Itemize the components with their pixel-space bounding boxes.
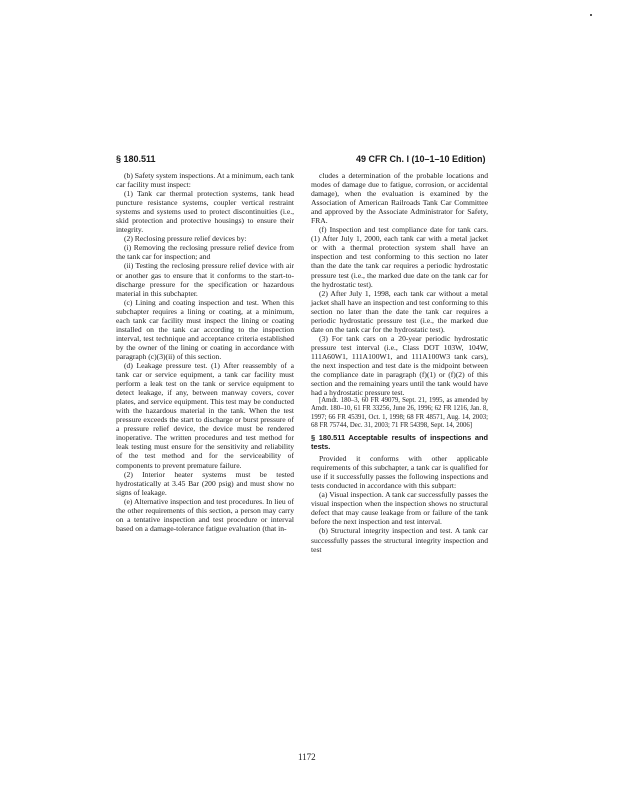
paragraph: (2) Interior heater systems must be tested hydrostatically at 3.45 Bar (200 psig) and must show no signs of leakage. — [116, 469, 294, 497]
page-number: 1172 — [298, 752, 316, 762]
paragraph: (a) Visual inspection. A tank car successfully passes the visual inspection when the inspection shows no structural defect that may cause leakage from or failure of the tank before the next inspection and test interval. — [311, 490, 488, 527]
running-head-part: 49 CFR Ch. I (10–1–10 Edition) — [356, 154, 486, 164]
paragraph: cludes a determination of the probable locations and modes of damage due to fatigue, corrosion, or accidental damage), when the evaluation is examined by the Association of American Railroads Tank Car Committee and approved by the Associate Administrator for Safety, FRA. — [311, 171, 488, 226]
paragraph: (i) Removing the reclosing pressure relief device from the tank car for inspection; and — [116, 243, 294, 262]
paragraph: Provided it conforms with other applicable requirements of this subchapter, a tank car is qualified for use if it successfully passes the following inspections and tests conducted in accordance with this subpart: — [311, 454, 488, 491]
left-column — [116, 171, 294, 533]
paragraph: (2) After July 1, 1998, each tank car without a metal jacket shall have an inspection and test conforming to this section no later than the date the tank car requires a periodic hydrostatic pressure test (i.e., the marked due date on the tank car for the hydrostatic test). — [311, 288, 488, 334]
section-heading: § 180.511 Acceptable results of inspections and tests. — [311, 432, 488, 452]
right-column — [311, 171, 488, 554]
scan-speck — [590, 14, 592, 16]
paragraph: (2) Reclosing pressure relief devices by: — [124, 234, 247, 244]
paragraph: (1) Tank car thermal protection systems, tank head puncture resistance systems, coupler vertical restraint systems and systems used to protect discontinuities (i.e., skid protection and protective housings) to ensure their integrity. — [116, 189, 294, 235]
paragraph: (c) Lining and coating inspection and test. When this subchapter requires a lining or coating, at a minimum, each tank car facility must inspect the lining or coating installed on the tank car according to the inspection interval, test technique and acceptance criteria established by the owner of the lining or coating in accordance with paragraph (c)(3)(ii) of this section. — [116, 297, 294, 361]
amendment-citation: [Amdt. 180–3, 60 FR 49079, Sept. 21, 1995, as amended by Amdt. 180–10, 61 FR 33256, June 26, 1996; 62 FR 1216, Jan. 8, 1997; 66 FR 45391, Oct. 1, 1998; 68 FR 48571, Aug. 14, 2003; 68 FR 75744, Dec. 31, 2003; 71 FR 54398, Sept. 14, 2006] — [311, 397, 488, 429]
paragraph: (3) For tank cars on a 20-year periodic hydrostatic pressure test interval (i.e., Class DOT 103W, 104W, 111A60W1, 111A100W1, and 111A100W3 tank cars), the next inspection and test date is the midpoint between the compliance date in paragraph (f)(1) or (f)(2) of this section and the remaining years until the tank would have had a hydrostatic pressure test. — [311, 333, 488, 398]
paragraph: (d) Leakage pressure test. (1) After reassembly of a tank car or service equipment, a tank car facility must perform a leak test on the tank or service equipment to detect leakage, if any, between manway covers, cover plates, and service equipment. This test may be conducted with the hazardous material in the tank. When the test pressure exceeds the start to discharge or burst pressure of a pressure relief device, the device must be rendered inoperative. The written procedures and test method for leak testing must ensure for the sensitivity and reliability of the test method and for the serviceability of components to prevent premature failure. — [116, 360, 294, 470]
paragraph: (b) Safety system inspections. At a minimum, each tank car facility must inspect: — [116, 171, 294, 190]
paragraph: (b) Structural integrity inspection and test. A tank car successfully passes the structural integrity inspection and test — [311, 526, 488, 554]
paragraph: (e) Alternative inspection and test procedures. In lieu of the other requirements of this section, a person may carry on a tentative inspection and test procedure or interval based on a damage-tolerance fatigue evaluation (that in- — [116, 496, 294, 533]
paragraph: (f) Inspection and test compliance date for tank cars. (1) After July 1, 2000, each tank car with a metal jacket or with a thermal protection system shall have an inspection and test conforming to this section no later than the date the tank car requires a periodic hydrostatic pressure test (i.e., the marked due date on the tank car for the hydrostatic test). — [311, 225, 488, 289]
paragraph: (ii) Testing the reclosing pressure relief device with air or another gas to ensure that it conforms to the start-to-discharge pressure for the specification or hazardous material in this subchapter. — [116, 261, 294, 298]
running-head-section: § 180.511 — [116, 154, 156, 164]
